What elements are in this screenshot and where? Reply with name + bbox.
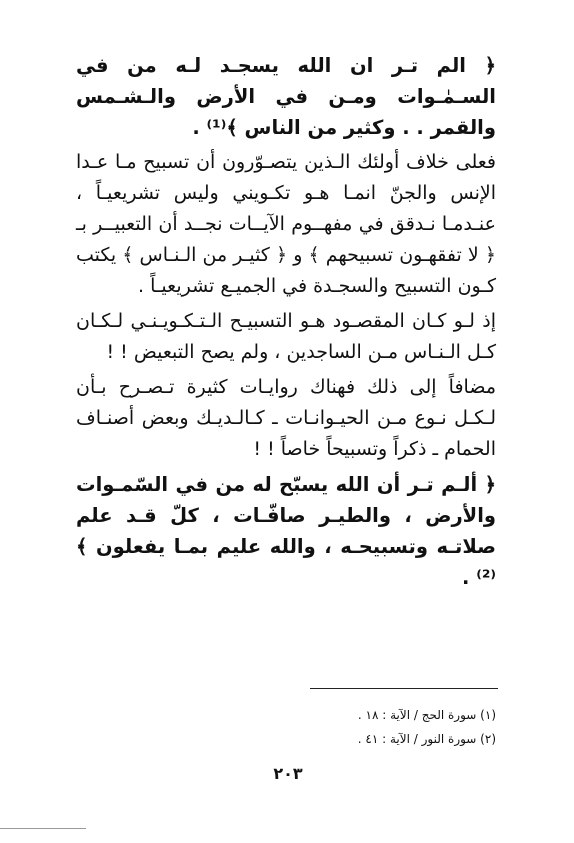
footnote-divider [310, 688, 498, 689]
footnote-1: (١) سورة الحج / الآية : ١٨ . [357, 708, 496, 722]
quran-verse-hajj: ﴿ الم تـر ان الله يسجـد لـه من في السـمٰـوات ومـن في الأرض والـشـمس والقمر . . وكثير من الناس ﴾⁽¹⁾ . [76, 54, 496, 139]
footnotes [276, 703, 496, 751]
footnote-2: (٢) سورة النور / الآية : ٤١ . [357, 732, 496, 746]
paragraph-riwayat: مضافاً إلى ذلك فهناك روايـات كثيرة تـصـرح بـأن لـكـل نـوع مـن الحيـوانـات ـ كـالـديـك وبعض أصنـاف الحمام ـ ذكراً وتسبيحاً خاصاً ! ! [76, 376, 496, 460]
scan-edge-line [0, 828, 86, 829]
paragraph-tasbih-discussion: فعلى خلاف أولئك الـذين يتصـوّرون أن تسبيح مـا عـدا الإنس والجنّ انمـا هـو تكـويني وليس تشريعيـاً ، عنـدمـا نـدقق في مفهــوم الآيــات نجــد أن التعبيــر بـ ﴿ لا تفقهـون تسبيحهم ﴾ و ﴿ كثيـر من الـنـاس ﴾ يكتب كـون التسبيح والسجـدة في الجميـع تشريعيـاً . [76, 151, 496, 297]
page-number: ٢٠٣ [273, 764, 303, 783]
quran-verse-nur: ﴿ ألـم تـر أن الله يسبّح له من في السّمـوات والأرض ، والطيـر صافّـات ، كلّ قـد علم صلاتـه وتسبيحـه ، والله عليم بمـا يفعلون ﴾⁽²⁾ . [76, 473, 496, 589]
paragraph-takwini: إذ لـو كـان المقصـود هـو التسبيـح الـتـكـويـنـي لـكـان كـل الـنـاس مـن الساجدين ، ولم يصح التبعيض ! ! [76, 310, 496, 363]
main-text [76, 50, 496, 593]
